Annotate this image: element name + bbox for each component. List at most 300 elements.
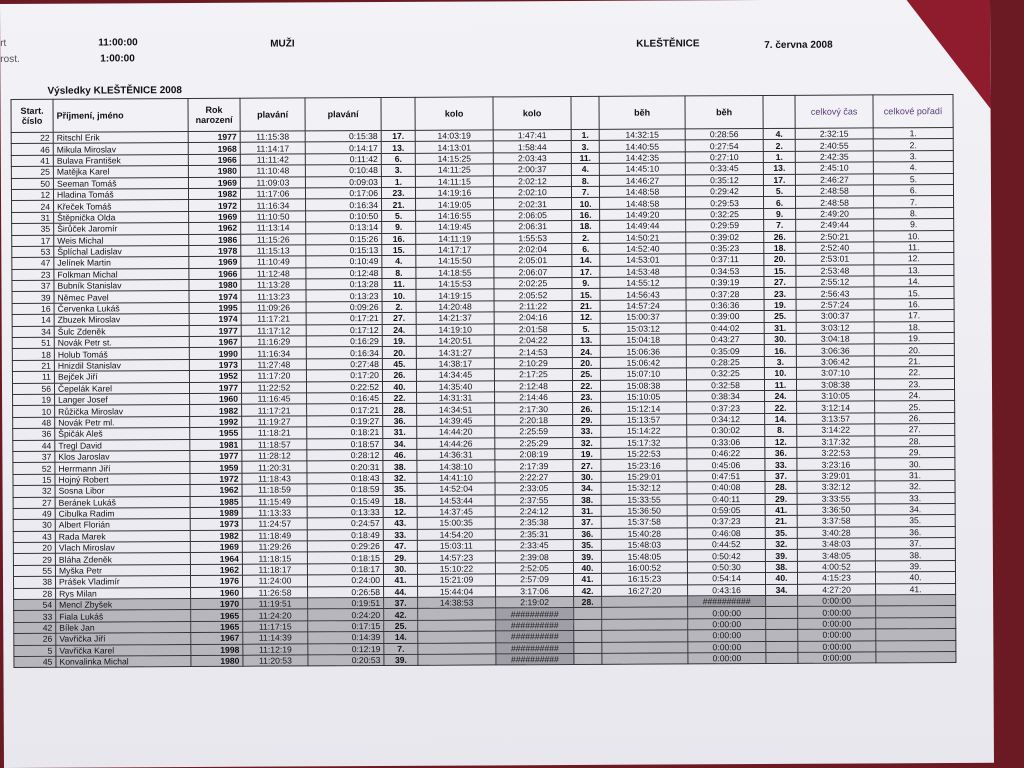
cell-run-time: 14:53:01 — [600, 254, 686, 266]
cell-bike-split: 1:58:44 — [493, 141, 571, 153]
cell-swim-split: 0:16:34 — [306, 199, 382, 211]
cell-swim-rank: 30. — [383, 563, 417, 575]
cell-run-time: 15:32:12 — [601, 482, 687, 494]
cell-bike-time: 14:13:01 — [415, 141, 493, 153]
cell-overall-rank: 5. — [873, 173, 953, 185]
cell-overall-rank: 9. — [874, 219, 954, 231]
cell-overall-rank: 15. — [874, 287, 954, 299]
cell-swim-rank: 3. — [381, 164, 415, 176]
cell-run-rank: 19. — [764, 299, 796, 311]
col-run-rank — [763, 95, 795, 128]
cell-name: Křeček Tomáš — [54, 200, 189, 212]
cell-bike-time: 14:15:25 — [415, 153, 493, 165]
cell-start-number: 20 — [13, 542, 55, 554]
cell-total-time: 3:48:05 — [797, 549, 875, 561]
cell-swim-rank: 23. — [381, 187, 415, 199]
cell-overall-rank — [876, 640, 956, 652]
cell-bike-time: 14:34:51 — [417, 403, 495, 415]
cell-bike-split: 2:05:52 — [494, 289, 572, 301]
cell-total-time: 2:53:48 — [796, 265, 874, 277]
cell-bike-split: 2:06:05 — [494, 209, 572, 221]
cell-swim-rank: 47. — [383, 540, 417, 552]
cell-swim-rank: 22. — [383, 392, 417, 404]
cell-run-time: 15:22:53 — [601, 448, 687, 460]
cell-total-time: 4:27:20 — [798, 584, 876, 596]
cell-run-split: 0:33:06 — [687, 436, 765, 448]
cell-run-rank: 29. — [765, 493, 797, 505]
cell-start-number: 26 — [14, 633, 56, 645]
cell-start-number: 27 — [13, 497, 55, 509]
cell-total-time: 2:53:01 — [796, 253, 874, 265]
cell-swim-time: 11:24:57 — [242, 518, 307, 530]
cell-start-number: 11 — [12, 371, 54, 383]
cell-bike-time: 14:38:10 — [417, 460, 495, 472]
cell-overall-rank: 7. — [874, 196, 954, 208]
cell-name: Rys Milan — [56, 587, 191, 599]
cell-swim-split: 0:16:45 — [307, 392, 383, 404]
cell-swim-time: 11:13:33 — [242, 507, 307, 519]
cell-run-rank: 38. — [765, 561, 797, 573]
cell-total-time: 2:52:40 — [796, 242, 874, 254]
cell-bike-rank: 21. — [572, 300, 600, 312]
cell-bike-rank: 19. — [573, 448, 601, 460]
cell-start-number: 55 — [13, 565, 55, 577]
cell-bike-split: 2:11:22 — [494, 300, 572, 312]
start-time: 11:00:00 — [98, 37, 138, 49]
cell-bike-rank — [574, 653, 602, 665]
cell-run-split: 0:29:59 — [686, 220, 764, 232]
cell-bike-split: 2:10:29 — [494, 357, 572, 369]
cell-total-time: 3:22:53 — [797, 447, 875, 459]
cell-name: Hojný Robert — [55, 473, 190, 485]
cell-overall-rank: 33. — [875, 492, 955, 504]
cell-overall-rank: 32. — [875, 481, 955, 493]
cell-run-time: 15:00:37 — [600, 311, 686, 323]
cell-bike-time: 14:19:45 — [416, 221, 494, 233]
cell-total-time: 3:33:55 — [797, 492, 875, 504]
cell-run-split: 0:29:42 — [685, 185, 763, 197]
cell-run-split: 0:50:42 — [687, 550, 765, 562]
cell-run-time: 15:14:22 — [601, 425, 687, 437]
cell-swim-time: 11:16:29 — [241, 336, 306, 348]
cell-run-rank: 4. — [763, 128, 795, 140]
cell-swim-time: 11:17:06 — [240, 188, 305, 200]
cell-birth-year: 1960 — [190, 393, 242, 405]
cell-bike-time — [418, 631, 496, 643]
cell-run-split: 0:32:25 — [686, 368, 764, 380]
cell-run-split: 0:00:00 — [688, 618, 766, 630]
cell-swim-rank: 18. — [383, 495, 417, 507]
cell-name: Bláha Zdeněk — [55, 553, 190, 565]
cell-swim-rank: 38. — [383, 461, 417, 473]
cell-bike-split: 2:12:48 — [494, 380, 572, 392]
cell-swim-rank: 13. — [381, 142, 415, 154]
cell-start-number: 5 — [14, 645, 56, 657]
interval-label: rost. — [0, 53, 20, 65]
cell-bike-rank: 17. — [572, 266, 600, 278]
cell-bike-time: 14:52:04 — [417, 483, 495, 495]
cell-bike-split: 2:01:58 — [494, 323, 572, 335]
cell-swim-time: 11:18:59 — [242, 484, 307, 496]
cell-name: Mencl Zbyšek — [56, 599, 191, 611]
cell-run-time — [602, 653, 688, 665]
cell-bike-time: 14:03:19 — [415, 130, 493, 142]
cell-start-number: 53 — [12, 246, 54, 258]
cell-name: Bubník Stanislav — [54, 280, 189, 292]
cell-run-split: 0:27:10 — [685, 151, 763, 163]
cell-overall-rank: 14. — [874, 276, 954, 288]
cell-run-time: 14:52:40 — [600, 243, 686, 255]
col-birth-year: Rok narození — [188, 98, 240, 131]
cell-run-time: 15:04:18 — [600, 334, 686, 346]
cell-overall-rank: 1. — [873, 128, 953, 140]
cell-bike-time: 14:19:15 — [416, 289, 494, 301]
cell-swim-split: 0:10:49 — [306, 256, 382, 268]
cell-birth-year: 1968 — [188, 143, 240, 155]
cell-run-rank: 40. — [765, 573, 797, 585]
cell-total-time: 2:46:27 — [795, 173, 873, 185]
cell-swim-time: 11:13:23 — [241, 290, 306, 302]
cell-name: Folkman Michal — [54, 268, 189, 280]
location-label: KLEŠTĚNICE — [636, 38, 700, 50]
cell-run-split: 0:59:05 — [687, 504, 765, 516]
cell-overall-rank: 23. — [874, 378, 954, 390]
cell-run-time: 14:32:15 — [599, 129, 685, 141]
cell-swim-time: 11:17:12 — [241, 325, 306, 337]
cell-swim-rank: 27. — [382, 313, 416, 325]
cell-bike-time: 14:15:50 — [416, 255, 494, 267]
cell-bike-split: 2:39:08 — [495, 551, 573, 563]
cell-bike-split: 2:33:05 — [495, 483, 573, 495]
cell-swim-rank: 20. — [382, 347, 416, 359]
cell-bike-time: 14:41:10 — [417, 472, 495, 484]
cell-bike-split: ########## — [496, 653, 574, 665]
cell-overall-rank: 22. — [874, 367, 954, 379]
cell-start-number: 18 — [12, 349, 54, 361]
cell-swim-time: 11:18:15 — [242, 552, 307, 564]
col-name: Příjmení, jméno — [53, 99, 188, 133]
cell-bike-split: 2:33:45 — [495, 540, 573, 552]
cell-bike-split: ########## — [496, 631, 574, 643]
cell-swim-split: 0:17:20 — [306, 370, 382, 382]
cell-swim-rank: 8. — [382, 267, 416, 279]
cell-start-number: 24 — [12, 201, 54, 213]
cell-bike-rank: 28. — [574, 596, 602, 608]
cell-bike-rank: 41. — [573, 574, 601, 586]
cell-bike-rank: 30. — [573, 471, 601, 483]
cell-birth-year: 1976 — [190, 575, 242, 587]
cell-total-time: 3:03:12 — [796, 322, 874, 334]
cell-total-time: 3:37:58 — [797, 515, 875, 527]
cell-swim-split: 0:14:39 — [308, 632, 384, 644]
cell-bike-rank: 16. — [572, 209, 600, 221]
cell-swim-time: 11:18:43 — [242, 473, 307, 485]
cell-name: Matějka Karel — [53, 166, 188, 178]
cell-swim-time: 11:14:17 — [240, 142, 305, 154]
cell-start-number: 54 — [14, 599, 56, 611]
cell-run-time: 15:33:55 — [601, 493, 687, 505]
cell-bike-split: 2:06:07 — [494, 266, 572, 278]
cell-run-split: ########## — [688, 596, 766, 608]
cell-swim-time: 11:16:34 — [241, 199, 306, 211]
cell-run-split: 0:37:23 — [687, 516, 765, 528]
cell-bike-rank: 9. — [572, 277, 600, 289]
cell-start-number: 23 — [12, 269, 54, 281]
cell-run-rank: 16. — [764, 345, 796, 357]
cell-swim-time: 11:18:17 — [242, 564, 307, 576]
cell-birth-year: 1982 — [190, 530, 242, 542]
cell-bike-split: ########## — [496, 619, 574, 631]
cell-run-split: 0:46:22 — [687, 447, 765, 459]
cell-run-split: 0:43:16 — [688, 584, 766, 596]
cell-bike-time: 14:31:31 — [417, 392, 495, 404]
cell-bike-rank: 38. — [573, 494, 601, 506]
cell-swim-time: 11:29:26 — [242, 541, 307, 553]
cell-swim-time: 11:10:50 — [241, 211, 306, 223]
cell-bike-rank — [574, 608, 602, 620]
cell-birth-year: 1977 — [188, 131, 240, 143]
cell-swim-rank: 46. — [383, 449, 417, 461]
cell-run-rank — [766, 595, 798, 607]
cell-start-number: 10 — [13, 406, 55, 418]
cell-swim-rank: 11. — [382, 278, 416, 290]
cell-swim-split: 0:18:43 — [307, 472, 383, 484]
cell-swim-rank: 6. — [381, 153, 415, 165]
cell-swim-rank: 33. — [383, 529, 417, 541]
cell-run-split: 0:37:28 — [686, 288, 764, 300]
cell-birth-year: 1973 — [189, 359, 241, 371]
cell-run-rank: 11. — [764, 379, 796, 391]
cell-swim-split: 0:13:28 — [306, 279, 382, 291]
cell-overall-rank: 30. — [875, 458, 955, 470]
cell-name: Weis Michal — [54, 234, 189, 246]
cell-swim-rank: 35. — [383, 483, 417, 495]
cell-run-time: 14:48:58 — [599, 186, 685, 198]
cell-swim-time: 11:10:48 — [240, 165, 305, 177]
cell-swim-rank: 31. — [383, 426, 417, 438]
cell-bike-rank: 33. — [573, 426, 601, 438]
cell-swim-rank: 12. — [383, 506, 417, 518]
cell-name: Štěpnička Olda — [54, 211, 189, 223]
cell-bike-time: 14:11:25 — [415, 164, 493, 176]
cell-run-split: 0:32:25 — [686, 208, 764, 220]
cell-overall-rank: 21. — [874, 355, 954, 367]
cell-bike-split: 2:22:27 — [495, 471, 573, 483]
cell-swim-time: 11:15:38 — [240, 131, 305, 143]
cell-birth-year: 1980 — [191, 655, 243, 667]
cell-run-split: 0:47:51 — [687, 470, 765, 482]
col-bike-split: kolo — [493, 97, 571, 130]
cell-start-number: 16 — [12, 303, 54, 315]
cell-name: Novák Petr ml. — [55, 416, 190, 428]
cell-swim-split: 0:18:57 — [307, 438, 383, 450]
cell-birth-year: 1965 — [191, 610, 243, 622]
cell-bike-rank: 10. — [572, 198, 600, 210]
cell-start-number: 31 — [12, 212, 54, 224]
cell-run-rank: 28. — [765, 481, 797, 493]
cell-swim-time: 11:19:51 — [243, 598, 308, 610]
cell-bike-rank: 36. — [573, 528, 601, 540]
cell-bike-split: 2:08:19 — [495, 448, 573, 460]
cell-swim-time: 11:27:48 — [241, 359, 306, 371]
cell-run-rank: 33. — [765, 459, 797, 471]
cell-total-time: 3:14:22 — [797, 424, 875, 436]
cell-bike-split: 2:06:31 — [494, 221, 572, 233]
cell-swim-time: 11:10:49 — [241, 256, 306, 268]
cell-birth-year: 1980 — [189, 279, 241, 291]
cell-run-rank: 21. — [765, 516, 797, 528]
start-label: rt — [0, 37, 7, 49]
cell-bike-time: 14:20:51 — [416, 335, 494, 347]
cell-run-time: 15:37:58 — [601, 516, 687, 528]
cell-swim-rank: 21. — [382, 199, 416, 211]
cell-bike-rank: 32. — [573, 437, 601, 449]
cell-start-number: 44 — [13, 440, 55, 452]
cell-name: Langer Josef — [55, 393, 190, 405]
cell-bike-split: 3:17:06 — [496, 585, 574, 597]
cell-bike-rank: 42. — [574, 585, 602, 597]
cell-run-rank: 20. — [764, 254, 796, 266]
cell-bike-split: 1:55:53 — [494, 232, 572, 244]
cell-total-time: 3:06:36 — [796, 344, 874, 356]
cell-swim-split: 0:19:51 — [308, 598, 384, 610]
cell-overall-rank: 3. — [873, 150, 953, 162]
cell-total-time: 2:48:58 — [795, 185, 873, 197]
cell-bike-split: 2:57:09 — [495, 574, 573, 586]
cell-name: Myška Petr — [55, 564, 190, 576]
cell-overall-rank: 18. — [874, 321, 954, 333]
cell-name: Sosna Libor — [55, 485, 190, 497]
cell-run-time: 15:48:05 — [601, 550, 687, 562]
cell-swim-time: 11:20:31 — [242, 461, 307, 473]
cell-bike-time: 14:20:48 — [416, 301, 494, 313]
cell-name: Prášek Vladimír — [55, 576, 190, 588]
cell-birth-year: 1974 — [189, 313, 241, 325]
cell-bike-time: 14:44:26 — [417, 437, 495, 449]
cell-swim-time: 11:11:42 — [240, 154, 305, 166]
cell-start-number: 21 — [12, 360, 54, 372]
cell-start-number: 32 — [13, 485, 55, 497]
cell-bike-time: 14:57:23 — [417, 551, 495, 563]
cell-start-number: 51 — [12, 337, 54, 349]
cell-run-split: 0:35:12 — [685, 174, 763, 186]
cell-bike-rank: 18. — [572, 220, 600, 232]
cell-name: Šulc Zdeněk — [54, 325, 189, 337]
cell-name: Bílek Jan — [56, 621, 191, 633]
cell-bike-time: 14:19:10 — [416, 324, 494, 336]
cell-start-number: 22 — [11, 132, 53, 144]
cell-run-time: 14:48:58 — [600, 197, 686, 209]
cell-start-number: 36 — [13, 428, 55, 440]
cell-run-split: 0:39:19 — [686, 277, 764, 289]
cell-run-split: 0:39:02 — [686, 231, 764, 243]
cell-swim-rank: 41. — [383, 575, 417, 587]
cell-swim-rank: 34. — [383, 438, 417, 450]
cell-bike-rank: 13. — [572, 334, 600, 346]
cell-start-number: 48 — [13, 417, 55, 429]
cell-run-rank: 30. — [764, 333, 796, 345]
cell-name: Špičák Aleš — [55, 428, 190, 440]
cell-bike-time: 15:03:11 — [417, 540, 495, 552]
cell-overall-rank: 39. — [875, 560, 955, 572]
cell-swim-time: 11:17:21 — [241, 313, 306, 325]
cell-bike-rank: 11. — [571, 152, 599, 164]
cell-bike-rank: 14. — [572, 255, 600, 267]
cell-name: Širůček Jaromír — [54, 223, 189, 235]
cell-bike-rank — [574, 619, 602, 631]
cell-bike-time: 14:16:55 — [416, 210, 494, 222]
cell-run-split: 0:44:52 — [687, 539, 765, 551]
cell-bike-rank: 29. — [573, 414, 601, 426]
cell-swim-time: 11:22:52 — [241, 381, 306, 393]
col-run-split: běh — [685, 96, 763, 129]
cell-total-time: 4:15:23 — [797, 572, 875, 584]
cell-start-number: 33 — [14, 611, 56, 623]
cell-swim-rank: 39. — [384, 654, 418, 666]
cell-swim-rank: 32. — [383, 472, 417, 484]
cell-bike-split: 2:14:53 — [494, 346, 572, 358]
cell-total-time: 2:50:21 — [796, 230, 874, 242]
cell-start-number: 28 — [14, 588, 56, 600]
cell-swim-time: 11:19:27 — [242, 416, 307, 428]
cell-overall-rank — [876, 606, 956, 618]
cell-birth-year: 1952 — [189, 370, 241, 382]
cell-total-time: 3:07:10 — [796, 367, 874, 379]
col-start-number: Start. číslo — [11, 99, 53, 132]
cell-name: Bulava František — [53, 154, 188, 166]
cell-run-rank — [766, 652, 798, 664]
cell-swim-rank: 45. — [382, 358, 416, 370]
cell-run-split: 0:35:23 — [686, 242, 764, 254]
cell-bike-split: 2:02:04 — [494, 243, 572, 255]
cell-name: Hladina Tomáš — [53, 188, 188, 200]
cell-start-number: 37 — [12, 280, 54, 292]
cell-swim-time: 11:28:12 — [242, 450, 307, 462]
cell-swim-rank: 16. — [382, 233, 416, 245]
cell-bike-split: ########## — [496, 642, 574, 654]
cell-birth-year: 1990 — [189, 348, 241, 360]
cell-swim-split: 0:13:23 — [306, 290, 382, 302]
cell-run-rank — [766, 641, 798, 653]
cell-overall-rank: 19. — [874, 333, 954, 345]
cell-name: Seeman Tomáš — [53, 177, 188, 189]
cell-run-time: 14:49:20 — [600, 209, 686, 221]
cell-swim-time: 11:15:13 — [241, 245, 306, 257]
cell-swim-split: 0:24:20 — [308, 609, 384, 621]
cell-overall-rank — [876, 629, 956, 641]
cell-run-split: 0:36:36 — [686, 299, 764, 311]
cell-swim-rank: 37. — [384, 597, 418, 609]
cell-name: Hnizdil Stanislav — [54, 359, 189, 371]
cell-birth-year: 1995 — [189, 302, 241, 314]
cell-start-number: 41 — [11, 155, 53, 167]
cell-run-time: 16:15:23 — [601, 573, 687, 585]
cell-swim-split: 0:17:21 — [307, 404, 383, 416]
cell-bike-rank: 39. — [573, 551, 601, 563]
col-run-time: běh — [599, 96, 685, 129]
cell-name: Fiala Lukáš — [56, 610, 191, 622]
cell-run-split: 0:39:00 — [686, 311, 764, 323]
cell-swim-rank: 28. — [383, 404, 417, 416]
cell-name: Herrmann Jiří — [55, 462, 190, 474]
cell-overall-rank: 4. — [873, 162, 953, 174]
cell-birth-year: 1985 — [190, 496, 242, 508]
cell-start-number: 39 — [12, 292, 54, 304]
cell-swim-split: 0:15:49 — [307, 495, 383, 507]
cell-swim-time: 11:18:49 — [242, 530, 307, 542]
cell-total-time: 2:45:10 — [795, 162, 873, 174]
cell-swim-rank: 40. — [382, 381, 416, 393]
